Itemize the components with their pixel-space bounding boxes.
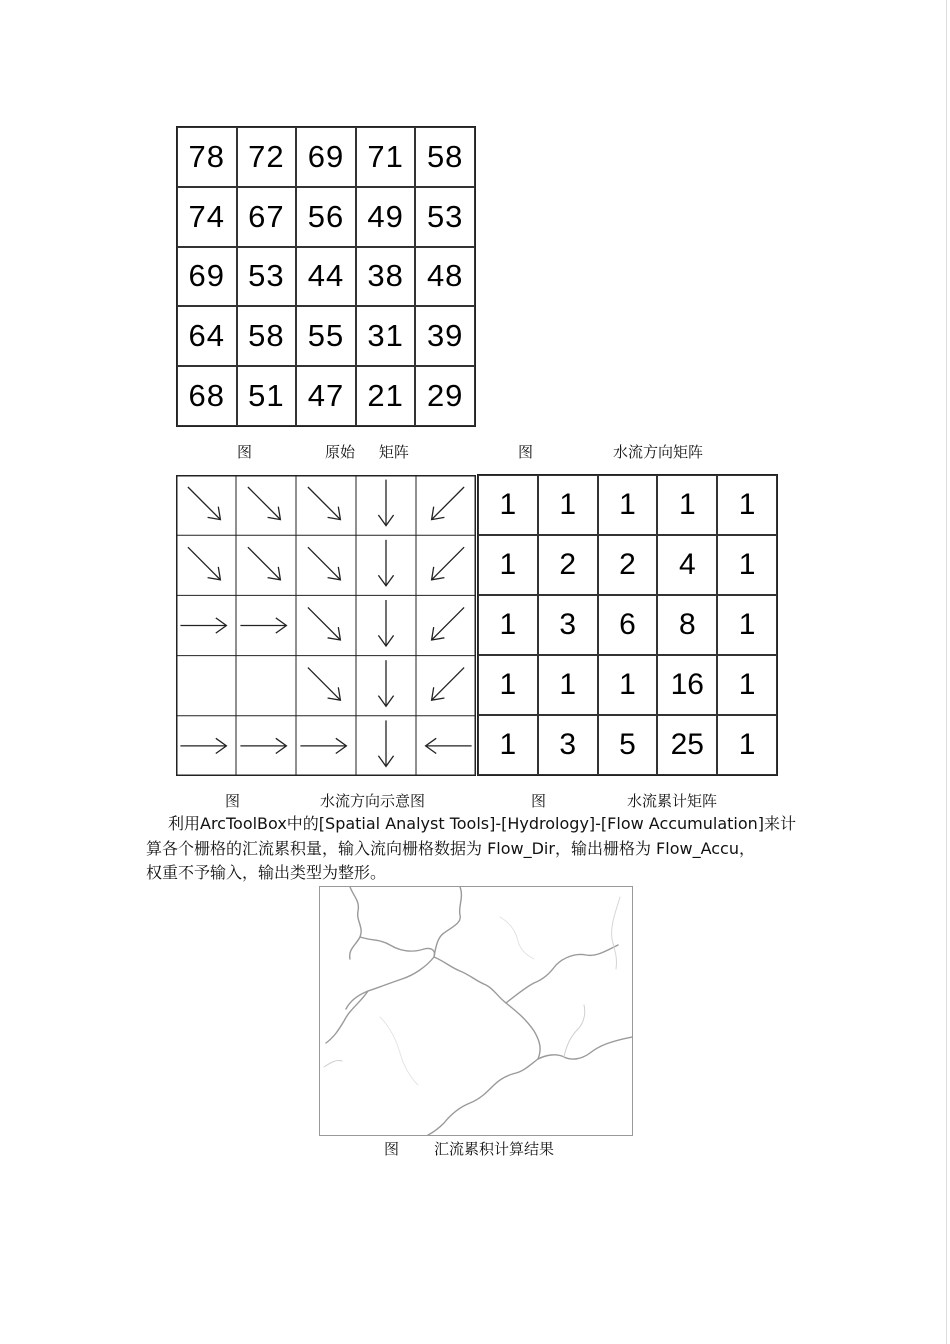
flow-arrow-shaft [248,547,281,580]
dem-matrix-cell: 21 [356,366,416,426]
flow-arrow-shaft [308,487,341,520]
flow-arrow-shaft [248,487,281,520]
dem-matrix-cell: 74 [177,187,237,247]
dem-matrix-cell: 29 [415,366,475,426]
paragraph-line-1: 利用ArcToolBox中的[Spatial Analyst Tools]-[Hydrology]-[Flow Accumulation]来计 [168,814,797,833]
flow-arrow-shaft [432,668,465,701]
result-caption-fig: 图 [384,1140,400,1158]
flow-dir-caption-fig: 图 [518,443,534,461]
dem-matrix-cell: 31 [356,306,416,366]
flow-arrow-shaft [188,547,221,580]
flow-diagram-caption-name: 水流方向示意图 [320,792,426,810]
accumulation-matrix-cell: 1 [717,475,777,535]
dem-matrix-cell: 49 [356,187,416,247]
accumulation-matrix-cell: 1 [478,595,538,655]
accumulation-matrix-cell: 1 [598,655,658,715]
dem-matrix-cell: 64 [177,306,237,366]
accumulation-matrix-cell: 2 [538,535,598,595]
flow-direction-diagram [176,475,476,776]
accumulation-matrix-cell: 1 [717,715,777,775]
accumulation-matrix-grid [477,474,778,776]
accumulation-matrix-cell: 2 [598,535,658,595]
accumulation-caption-name: 水流累计矩阵 [627,792,718,810]
accumulation-matrix-cell: 4 [657,535,717,595]
dem-matrix-cell: 69 [177,247,237,307]
accumulation-matrix-cell: 1 [478,715,538,775]
paragraph-line-2: 算各个栅格的汇流累积量，输入流向栅格数据为 Flow_Dir，输出栅格为 Flow_Accu， [146,839,755,858]
dem-matrix-cell: 72 [237,127,297,187]
stream-network-image [320,887,632,1135]
dem-matrix-cell: 71 [356,127,416,187]
flow-arrow-shaft [308,607,341,640]
dem-caption-fig: 图 [237,443,253,461]
accumulation-matrix-cell: 1 [598,475,658,535]
accumulation-matrix-cell: 16 [657,655,717,715]
dem-matrix-cell: 56 [296,187,356,247]
result-caption-name: 汇流累积计算结果 [434,1140,555,1158]
accumulation-matrix-cell: 5 [598,715,658,775]
accumulation-matrix-cell: 3 [538,595,598,655]
page-edge-line [946,0,947,1344]
dem-matrix-cell: 55 [296,306,356,366]
dem-matrix-cell: 39 [415,306,475,366]
accumulation-matrix-cell: 1 [478,655,538,715]
dem-matrix-cell: 51 [237,366,297,426]
accumulation-matrix-cell: 3 [538,715,598,775]
dem-matrix-cell: 67 [237,187,297,247]
flow-arrow-shaft [432,607,465,640]
dem-caption-name: 原始 矩阵 [325,443,409,461]
accumulation-matrix-cell: 1 [717,595,777,655]
accumulation-caption-fig: 图 [531,792,547,810]
dem-matrix-cell: 78 [177,127,237,187]
dem-matrix-cell: 44 [296,247,356,307]
accumulation-matrix-cell: 1 [717,655,777,715]
accumulation-matrix-cell: 25 [657,715,717,775]
flow-accumulation-result-map [319,886,633,1136]
accumulation-matrix-cell: 1 [538,475,598,535]
accumulation-matrix-cell: 1 [478,535,538,595]
flow-arrow-shaft [432,487,465,520]
dem-matrix-cell: 53 [415,187,475,247]
dem-matrix-cell: 48 [415,247,475,307]
dem-matrix-cell: 69 [296,127,356,187]
accumulation-matrix-cell: 6 [598,595,658,655]
dem-matrix-cell: 58 [415,127,475,187]
dem-matrix-cell: 53 [237,247,297,307]
flow-dir-caption-name: 水流方向矩阵 [613,443,704,461]
dem-matrix-cell: 38 [356,247,416,307]
accumulation-matrix-cell: 1 [538,655,598,715]
dem-matrix-cell: 47 [296,366,356,426]
flow-arrow-shaft [188,487,221,520]
flow-arrow-shaft [308,547,341,580]
dem-matrix-cell: 68 [177,366,237,426]
flow-arrow-shaft [308,668,341,701]
flow-diagram-caption-fig: 图 [225,792,241,810]
flow-arrow-shaft [432,547,465,580]
accumulation-matrix-cell: 1 [657,475,717,535]
accumulation-matrix-cell: 8 [657,595,717,655]
dem-matrix-grid [176,126,476,427]
accumulation-matrix-cell: 1 [717,535,777,595]
paragraph-line-3: 权重不予输入，输出类型为整形。 [146,863,387,882]
flow-arrow-canvas [176,475,476,776]
dem-matrix-cell: 58 [237,306,297,366]
accumulation-matrix-cell: 1 [478,475,538,535]
